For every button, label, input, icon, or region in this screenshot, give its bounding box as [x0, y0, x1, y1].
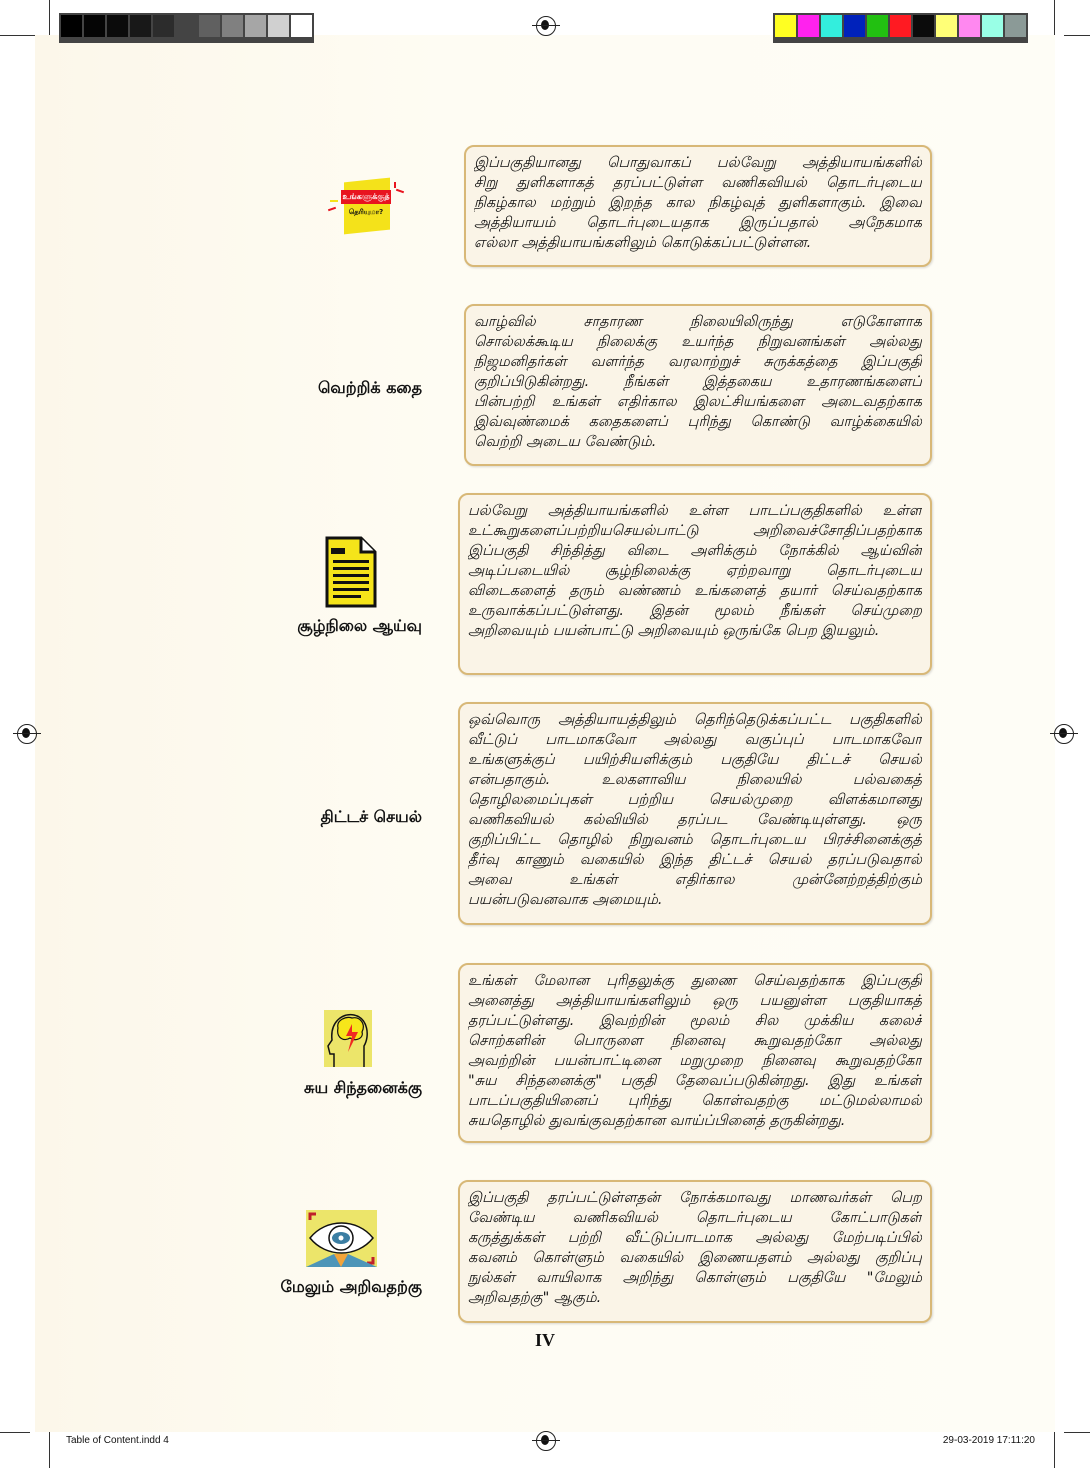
crop-mark	[1054, 1432, 1055, 1468]
registration-mark-icon	[536, 1431, 556, 1451]
description-box	[458, 1180, 932, 1323]
box-text-line: பல்வேறு அத்தியாயங்களில் உள்ள பாடப்பகுதிகளில் உள்ள	[468, 503, 922, 519]
crop-mark	[1064, 35, 1090, 36]
color-swatch	[798, 15, 819, 37]
box-text-line: வணிகவியல் கல்வியில் தரப்பட வேண்டியுள்ளது. ஒரு	[468, 812, 922, 828]
color-swatch	[176, 15, 197, 37]
gray-color-bar	[59, 13, 314, 43]
color-swatch	[153, 15, 174, 37]
color-swatch	[936, 15, 957, 37]
box-text-line: குறிப்பிடுகின்றது. நீங்கள் இத்தகைய உதாரணங்களைப்	[474, 374, 922, 390]
crop-mark	[0, 35, 35, 36]
color-swatch	[130, 15, 151, 37]
box-text-line: அறிவையும் பயன்பாட்டு அறிவையும் ஒருங்கே பெற இயலும்.	[468, 623, 880, 639]
box-text-line: எல்லா அத்தியாயங்களிலும் கொடுக்கப்பட்டுள்ளன.	[474, 235, 812, 251]
box-text-line: வேண்டிய வணிகவியல் தொடர்புடைய கோட்பாடுகள்	[468, 1210, 922, 1226]
page-number: IV	[535, 1330, 556, 1350]
color-swatch	[821, 15, 842, 37]
section-label: சுய சிந்தனைக்கு	[304, 1078, 422, 1097]
box-text-line: பின்பற்றி உங்கள் எதிர்கால இலட்சியங்களை அடைவதற்காக	[474, 394, 922, 410]
section-label: திட்டச் செயல்	[320, 807, 422, 826]
color-swatch	[107, 15, 128, 37]
brain-idea-icon	[324, 1010, 372, 1067]
box-text-line: உட்கூறுகளைப்பற்றியசெயல்பாட்டு அறிவைச்சோதிப்பதற்காக	[468, 523, 922, 539]
box-text-line: அவை உங்கள் எதிர்கால முன்னேற்றத்திற்கும்	[468, 872, 922, 888]
document-icon	[325, 536, 377, 608]
crop-mark	[49, 0, 50, 35]
box-text-line: சொல்லக்கூடிய நிலைக்கு உயர்ந்த நிறுவனங்கள் அல்லது	[474, 334, 922, 350]
box-text-line: சிறு துளிகளாகத் தரப்பட்டுள்ள வணிகவியல் தொடர்புடைய	[474, 175, 922, 191]
description-box	[464, 145, 932, 267]
crop-mark	[1054, 0, 1055, 35]
description-box	[464, 304, 932, 466]
box-text-line: சுயதொழில் துவங்குவதற்கான வாய்ப்பினைத் தருகின்றது.	[468, 1113, 846, 1129]
color-swatch	[844, 15, 865, 37]
description-box	[458, 963, 932, 1143]
badge-title: உங்களுக்குத்	[341, 190, 391, 204]
box-text-line: இவ்வுண்மைக் கதைகளைப் புரிந்து கொண்டு வாழ்க்கையில்	[474, 414, 922, 430]
registration-mark-icon	[536, 16, 556, 36]
color-swatch	[913, 15, 934, 37]
box-text-line: சொற்களின் பொருளை நினைவு கூறுவதற்கோ அல்லது	[468, 1033, 922, 1049]
box-text-line: தீர்வு காணும் வகையில் இந்த திட்டச் செயல் தரப்படுவதால்	[468, 852, 922, 868]
box-text-line: நிஜமனிதர்கள் வளர்ந்த வரலாற்றுச் சுருக்கத்தை இப்பகுதி	[474, 354, 922, 370]
description-box	[458, 702, 932, 925]
color-swatch	[291, 15, 312, 37]
box-text-line: வீட்டுப் பாடமாகவோ அல்லது வகுப்புப் பாடமாகவோ	[468, 732, 922, 748]
registration-mark-icon	[1054, 724, 1074, 744]
box-text-line: உங்கள் மேலான புரிதலுக்கு துணை செய்வதற்காக இப்பகுதி	[468, 973, 922, 989]
box-text-line: அவற்றின் பயன்பாட்டினை மறுமுறை நினைவு கூறுவதற்கோ	[468, 1053, 922, 1069]
color-swatch	[61, 15, 82, 37]
box-text-line: என்பதாகும். உலகளாவிய நிலையில் பல்வகைத்	[468, 772, 922, 788]
color-swatch	[867, 15, 888, 37]
box-text-line: உங்களுக்குப் பயிற்சியளிக்கும் பகுதியே திட்டச் செயல்	[468, 752, 922, 768]
color-swatch	[199, 15, 220, 37]
color-swatch	[222, 15, 243, 37]
footer-timestamp: 29-03-2019 17:11:20	[942, 1435, 1035, 1446]
eye-vision-icon	[306, 1210, 377, 1267]
box-text-line: இப்பகுதி சிந்தித்து விடை அளிக்கும் நோக்கில் ஆய்வின்	[468, 543, 922, 559]
color-swatch	[84, 15, 105, 37]
color-swatch	[982, 15, 1003, 37]
section-label: மேலும் அறிவதற்கு	[280, 1277, 422, 1296]
description-box	[458, 493, 932, 675]
crop-mark	[1064, 1432, 1090, 1433]
box-text-line: உருவாக்கப்பட்டுள்ளது. இதன் மூலம் நீங்கள் செய்முறை	[468, 603, 922, 619]
box-text-line: தொழிலமைப்புகள் பற்றிய செயல்முறை விளக்கமானது	[468, 792, 922, 808]
box-text-line: நிகழ்கால மற்றும் இறந்த கால நிகழ்வுத் துளிகளாகும். இவை	[474, 195, 922, 211]
did-you-know-badge-icon	[328, 178, 406, 236]
box-text-line: அத்தியாயம் தொடர்புடையதாக இருப்பதால் அநேகமாக	[474, 215, 922, 231]
box-text-line: இப்பகுதியானது பொதுவாகப் பல்வேறு அத்தியாயங்களில்	[474, 155, 922, 171]
box-text-line: கருத்துக்கள் பற்றி வீட்டுப்பாடமாக அல்லது மேற்படிப்பில்	[468, 1230, 922, 1246]
footer-filename: Table of Content.indd 4	[66, 1435, 169, 1446]
box-text-line: அறிவதற்கு" ஆகும்.	[468, 1290, 602, 1306]
color-swatch	[775, 15, 796, 37]
color-swatch	[1005, 15, 1026, 37]
box-text-line: வெற்றி அடைய வேண்டும்.	[474, 434, 657, 450]
section-label: சூழ்நிலை ஆய்வு	[297, 616, 422, 635]
box-text-line: நுல்கள் வாயிலாக அறிந்து கொள்ளும் பகுதியே "மேலும்	[468, 1270, 922, 1286]
color-swatch	[890, 15, 911, 37]
crop-mark	[49, 1432, 50, 1468]
registration-mark-icon	[17, 724, 37, 744]
box-text-line: அனைத்து அத்தியாயங்களிலும் ஒரு பயனுள்ள பகுதியாகத்	[468, 993, 922, 1009]
box-text-line: பயன்படுவனவாக அமையும்.	[468, 892, 663, 908]
color-swatch	[268, 15, 289, 37]
badge-subtitle: தெரியுமா?	[348, 208, 384, 216]
box-text-line: அடிப்படையில் சூழ்நிலைக்கு ஏற்றவாறு தொடர்புடைய	[468, 563, 922, 579]
color-swatch	[245, 15, 266, 37]
box-text-line: இப்பகுதி தரப்பட்டுள்ளதன் நோக்கமாவது மாணவர்கள் பெற	[468, 1190, 922, 1206]
crop-mark	[0, 1432, 30, 1433]
color-bar	[773, 13, 1028, 43]
box-text-line: வாழ்வில் சாதாரண நிலையிலிருந்து எடுகோளாக	[474, 314, 922, 330]
box-text-line: கவனம் கொள்ளும் வகையில் இணையதளம் அல்லது குறிப்பு	[468, 1250, 922, 1266]
box-text-line: "சுய சிந்தனைக்கு" பகுதி தேவைப்படுகின்றது. இது உங்கள்	[468, 1073, 922, 1089]
box-text-line: விடைகளைத் தரும் வண்ணம் உங்களைத் தயார் செய்வதற்காக	[468, 583, 922, 599]
color-swatch	[959, 15, 980, 37]
box-text-line: தரப்பட்டுள்ளது. இவற்றின் மூலம் சில முக்கிய கலைச்	[468, 1013, 922, 1029]
section-label: வெற்றிக் கதை	[317, 378, 422, 397]
box-text-line: பாடப்பகுதியினைப் புரிந்து கொள்வதற்கு மட்டுமல்லாமல்	[468, 1093, 922, 1109]
box-text-line: ஒவ்வொரு அத்தியாயத்திலும் தெரிந்தெடுக்கப்பட்ட பகுதிகளில்	[468, 712, 922, 728]
box-text-line: குறிப்பிட்ட தொழில் நிறுவனம் தொடர்புடைய பிரச்சினைக்குத்	[468, 832, 922, 848]
